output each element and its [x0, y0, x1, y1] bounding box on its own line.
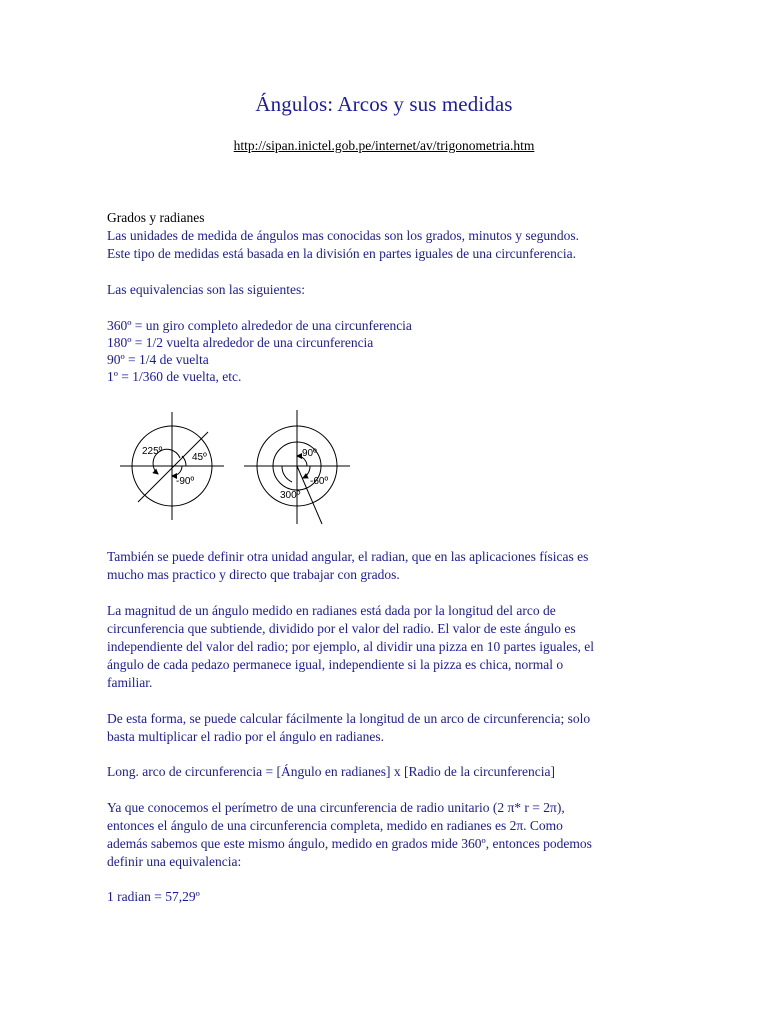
intro-line-1: Las unidades de medida de ángulos mas conocidas son los grados, minutos y segundos. [107, 228, 580, 243]
angle-label: 90º [302, 448, 317, 459]
paragraph-line: además sabemos que este mismo ángulo, medido en grados mide 360º, entonces podemos [107, 836, 592, 851]
angle-label: 45º [192, 452, 207, 463]
angle-label: -90º [176, 476, 195, 487]
paragraph-line: La magnitud de un ángulo medido en radianes está dada por la longitud del arco de [107, 603, 556, 618]
source-link[interactable]: http://sipan.inictel.gob.pe/internet/av/trigonometria.htm [233, 138, 535, 153]
paragraph-line: familiar. [107, 675, 153, 690]
paragraph-line: definir una equivalencia: [107, 854, 242, 869]
paragraph-line: circunferencia que subtiende, dividido por el valor del radio. El valor de este ángulo es [107, 621, 576, 636]
page-title: Ángulos: Arcos y sus medidas [255, 92, 513, 116]
paragraph-line: ángulo de cada pedazo permanece igual, independiente si la pizza es chica, normal o [107, 657, 564, 672]
right-angle-figure [244, 410, 350, 524]
equivalence-item: 1º = 1/360 de vuelta, etc. [107, 369, 242, 384]
angle-diagram [116, 408, 356, 544]
section-heading: Grados y radianes [107, 210, 205, 225]
equivalence-result: 1 radian = 57,29º [107, 889, 200, 904]
angle-label: 300º [280, 490, 301, 501]
paragraph-line: mucho mas practico y directo que trabajar con grados. [107, 567, 400, 582]
equivalences-intro: Las equivalencias son las siguientes: [107, 282, 305, 297]
paragraph-line: Ya que conocemos el perímetro de una circunferencia de radio unitario (2 π* r = 2π), [107, 800, 565, 815]
paragraph-line: entonces el ángulo de una circunferencia completa, medido en radianes es 2π. Como [107, 818, 563, 833]
paragraph-line: basta multiplicar el radio por el ángulo en radianes. [107, 729, 385, 744]
equivalence-item: 180º = 1/2 vuelta alrededor de una circunferencia [107, 335, 374, 350]
left-angle-figure [120, 412, 224, 520]
angle-label: -60º [310, 476, 329, 487]
paragraph-line: independiente del valor del radio; por ejemplo, al dividir una pizza en 10 partes iguales, el [107, 639, 594, 654]
formula-line: Long. arco de circunferencia = [Ángulo en radianes] x [Radio de la circunferencia] [107, 764, 556, 779]
intro-line-2: Este tipo de medidas está basada en la división en partes iguales de una circunferencia. [107, 246, 576, 261]
paragraph-line: También se puede definir otra unidad angular, el radian, que en las aplicaciones físicas es [107, 549, 589, 564]
equivalence-item: 90º = 1/4 de vuelta [107, 352, 209, 367]
angle-label: 225º [142, 446, 163, 457]
paragraph-line: De esta forma, se puede calcular fácilmente la longitud de un arco de circunferencia; solo [107, 711, 591, 726]
equivalence-item: 360º = un giro completo alrededor de una circunferencia [107, 318, 412, 333]
